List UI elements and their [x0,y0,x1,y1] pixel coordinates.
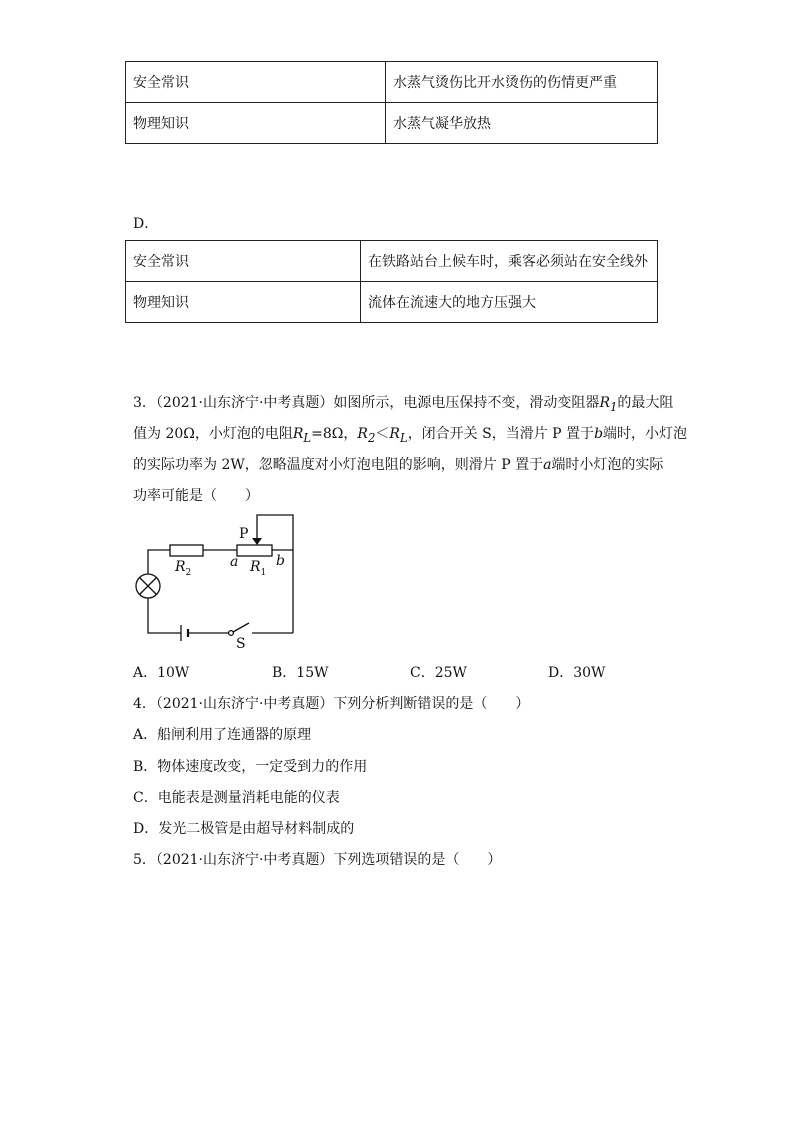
switch-blade [233,623,249,632]
q3-stem-line-3: 的实际功率为 2W，忽略温度对小灯泡电阻的影响，则滑片 P 置于a端时小灯泡的实际 [133,457,664,473]
label-r2: $R_2$ [175,559,192,578]
option-c-table [125,61,658,144]
q4-option-b: B．物体速度改变，一定受到力的作用 [133,759,368,775]
label-r1: $R_1$ [250,559,267,578]
q3-option-b: B．15W [272,665,329,681]
table-row [126,282,658,323]
q5-stem: 5．（2021·山东济宁·中考真题）下列选项错误的是（ ） [133,852,502,868]
table-row [126,241,658,282]
table-cell: 安全常识 [126,62,386,103]
q3-option-a: A．10W [133,665,190,681]
table-row [126,62,658,103]
switch-pivot [229,631,234,636]
q3-option-c: C．25W [410,665,467,681]
table-cell: 安全常识 [126,241,361,282]
q3-option-d: D．30W [548,665,606,681]
q3-stem-line-4: 功率可能是（ ） [133,488,259,504]
resistor-r2 [170,545,203,556]
q4-stem: 4．（2021·山东济宁·中考真题）下列分析判断错误的是（ ） [133,696,530,712]
q4-option-a: A．船闸利用了连通器的原理 [133,727,312,743]
table-row [126,103,658,144]
q3-stem-line-1: 3．（2021·山东济宁·中考真题）如图所示，电源电压保持不变，滑动变阻器$R_1$的最大阻 [133,395,674,414]
rheostat-r1 [237,545,272,556]
slider-arrow-icon [252,538,262,545]
table-cell: 物理知识 [126,103,386,144]
table-cell: 水蒸气凝华放热 [386,103,658,144]
option-d-table [125,240,658,323]
table-cell: 水蒸气烫伤比开水烫伤的伤情更严重 [386,62,658,103]
circuit-diagram [125,508,305,653]
table-cell: 在铁路站台上候车时，乘客必须站在安全线外 [361,241,658,282]
label-s: S [236,636,246,652]
option-d-label: D． [133,216,159,232]
label-p: P [239,526,249,542]
table-cell: 物理知识 [126,282,361,323]
q3-stem-line-2: 值为 20Ω，小灯泡的电阻$R_L=8\Omega$，$R_2<R_L$，闭合开关 S，当滑片 P 置于b端时，小灯泡 [133,426,688,445]
q4-option-c: C．电能表是测量消耗电能的仪表 [133,790,340,806]
label-b: b [276,553,285,569]
q4-option-d: D．发光二极管是由超导材料制成的 [133,821,355,837]
label-a: a [230,554,239,570]
table-cell: 流体在流速大的地方压强大 [361,282,658,323]
